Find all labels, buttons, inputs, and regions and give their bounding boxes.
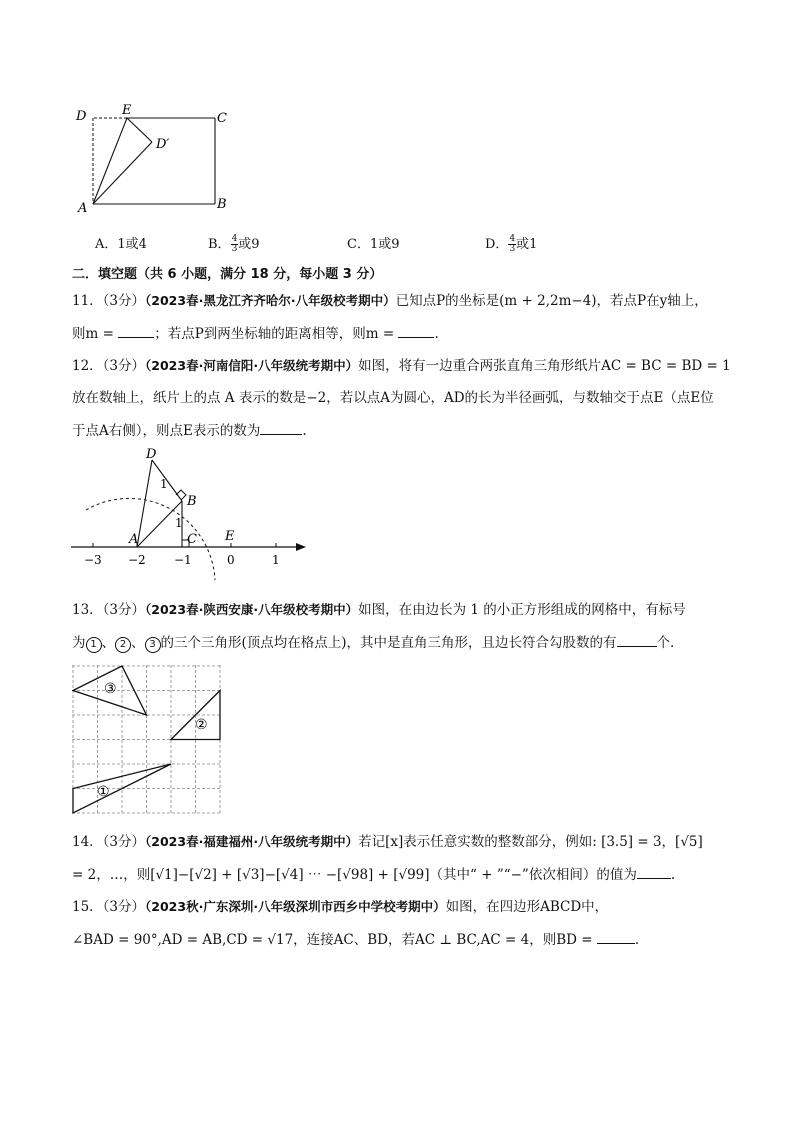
label-one-bc: 1 xyxy=(175,516,183,530)
section-title: 二．填空题（共 6 小题，满分 18 分，每小题 3 分） xyxy=(72,267,383,282)
question-source: （2023春·陕西安康·八年级校考期中） xyxy=(145,602,359,617)
q14-line1 xyxy=(72,832,703,852)
choice-text: 或1 xyxy=(516,237,538,252)
label-d-prime: D′ xyxy=(156,137,170,152)
question-number: 14．（3分） xyxy=(72,834,146,850)
q10-figure xyxy=(70,100,240,215)
separator: 、 xyxy=(101,635,115,651)
question-text: 如图，在四边形ABCD中， xyxy=(445,899,609,915)
question-number: 15．（3分） xyxy=(72,899,146,915)
tick-label: −2 xyxy=(128,553,146,567)
question-text: 如图，在由边长为 1 的小正方形组成的网格中，有标号 xyxy=(358,602,686,618)
separator: 、 xyxy=(131,635,145,651)
choice-text: 或9 xyxy=(238,237,260,252)
choice-key: C． xyxy=(347,237,370,252)
question-text: . xyxy=(302,423,307,439)
question-text: 于点A右侧），则点E表示的数为 xyxy=(72,423,261,439)
label-c: C xyxy=(187,532,197,547)
q12-line2: 放在数轴上，纸片上的点 A 表示的数是−2，若以点A为圆心，AD的长为半径画弧，与数轴交于点E（点E位 xyxy=(72,390,714,406)
answer-blank[interactable] xyxy=(260,420,302,435)
choice-a[interactable] xyxy=(95,233,147,252)
question-text: = 2，…，则[√1]−[√2] + [√3]−[√4] ⋯ −[√98] + [√99]（其中“ + ”“−”依次相间）的值为 xyxy=(72,867,637,883)
question-source: （2023春·河南信阳·八年级统考期中） xyxy=(145,358,359,373)
answer-blank[interactable] xyxy=(597,929,635,944)
question-number: 12．（3分） xyxy=(72,358,146,374)
label-3: ③ xyxy=(104,681,117,697)
triangles xyxy=(137,460,182,547)
question-text: 已知点P的坐标是(m + 2,2m−4)，若点P在y轴上， xyxy=(395,293,708,309)
tick-label: −3 xyxy=(84,553,102,567)
q15-line1 xyxy=(72,897,608,917)
fraction xyxy=(508,235,516,254)
label-e: E xyxy=(122,103,132,118)
question-number: 13．（3分） xyxy=(72,602,146,618)
label-a: A xyxy=(129,532,139,547)
question-text: . xyxy=(434,326,439,342)
q13-line1 xyxy=(72,600,686,620)
choice-key: D． xyxy=(485,237,509,252)
folded-triangle xyxy=(93,118,152,204)
question-source: （2023春·福建福州·八年级统考期中） xyxy=(145,834,359,849)
q13-grid-figure xyxy=(72,665,222,815)
answer-blank[interactable] xyxy=(637,864,671,879)
label-a: A xyxy=(78,201,88,215)
label-b: B xyxy=(217,197,227,212)
choice-d[interactable] xyxy=(485,233,537,254)
q13-line2 xyxy=(72,632,674,653)
circled-number: 1 xyxy=(86,637,102,653)
q12-line3 xyxy=(72,420,307,441)
label-one-ad: 1 xyxy=(160,477,168,491)
tick-label: −1 xyxy=(174,553,192,567)
question-text: 若记[x]表示任意实数的整数部分，例如: [3.5] = 3，[√5] xyxy=(358,834,703,850)
fraction-denominator: 3 xyxy=(231,244,238,254)
answer-blank[interactable] xyxy=(398,323,434,338)
question-text: 则m = xyxy=(72,326,119,342)
answer-blank[interactable] xyxy=(118,323,154,338)
q15-line2 xyxy=(72,929,639,950)
label-d: D xyxy=(76,109,87,124)
choice-key: B． xyxy=(208,237,231,252)
circled-number: 2 xyxy=(115,637,131,653)
tick-label: 1 xyxy=(272,553,280,567)
question-text: 为 xyxy=(72,635,86,651)
choice-text: 1或9 xyxy=(369,237,400,252)
rectangle-abcd xyxy=(93,118,215,204)
fraction-denominator: 3 xyxy=(509,244,516,254)
question-text: 的三个三角形(顶点均在格点上)，其中是直角三角形，且边长符合勾股数的有 xyxy=(160,635,617,651)
question-text: 个. xyxy=(656,635,675,651)
q11-line1 xyxy=(72,291,708,311)
label-b: B xyxy=(187,494,197,509)
choice-b[interactable] xyxy=(208,233,260,254)
choice-key: A． xyxy=(95,237,118,252)
question-number: 11．（3分） xyxy=(72,293,146,309)
circled-number: 3 xyxy=(145,637,161,653)
question-source: （2023春·黑龙江齐齐哈尔·八年级校考期中） xyxy=(145,293,396,308)
q14-line2 xyxy=(72,864,675,885)
question-text: . xyxy=(634,932,640,948)
answer-blank[interactable] xyxy=(617,632,657,647)
label-1: ① xyxy=(97,784,110,800)
fraction-numerator: 4 xyxy=(509,234,516,244)
question-text: ；若点P到两坐标轴的距离相等，则m = xyxy=(154,326,399,342)
label-c: C xyxy=(217,111,227,126)
label-e: E xyxy=(225,529,235,544)
q12-line1 xyxy=(72,356,731,376)
question-source: （2023秋·广东深圳·八年级深圳市西乡中学校考期中） xyxy=(145,899,446,914)
choice-c[interactable] xyxy=(347,233,400,252)
label-d: D xyxy=(146,448,157,462)
label-2: ② xyxy=(195,717,208,733)
tick-label: 0 xyxy=(227,553,235,567)
arrow-head xyxy=(296,543,306,551)
question-text: . xyxy=(670,867,676,883)
fraction-numerator: 4 xyxy=(231,234,238,244)
question-text: ∠BAD = 90°,AD = AB,CD = √17，连接AC、BD，若AC ⊥ BC,AC = 4，则BD = xyxy=(72,932,597,948)
choice-text: 1或4 xyxy=(117,237,147,252)
q11-line2 xyxy=(72,323,439,344)
q12-figure xyxy=(66,448,316,583)
question-text: 如图，将有一边重合两张直角三角形纸片AC = BC = BD = 1 xyxy=(358,358,731,374)
